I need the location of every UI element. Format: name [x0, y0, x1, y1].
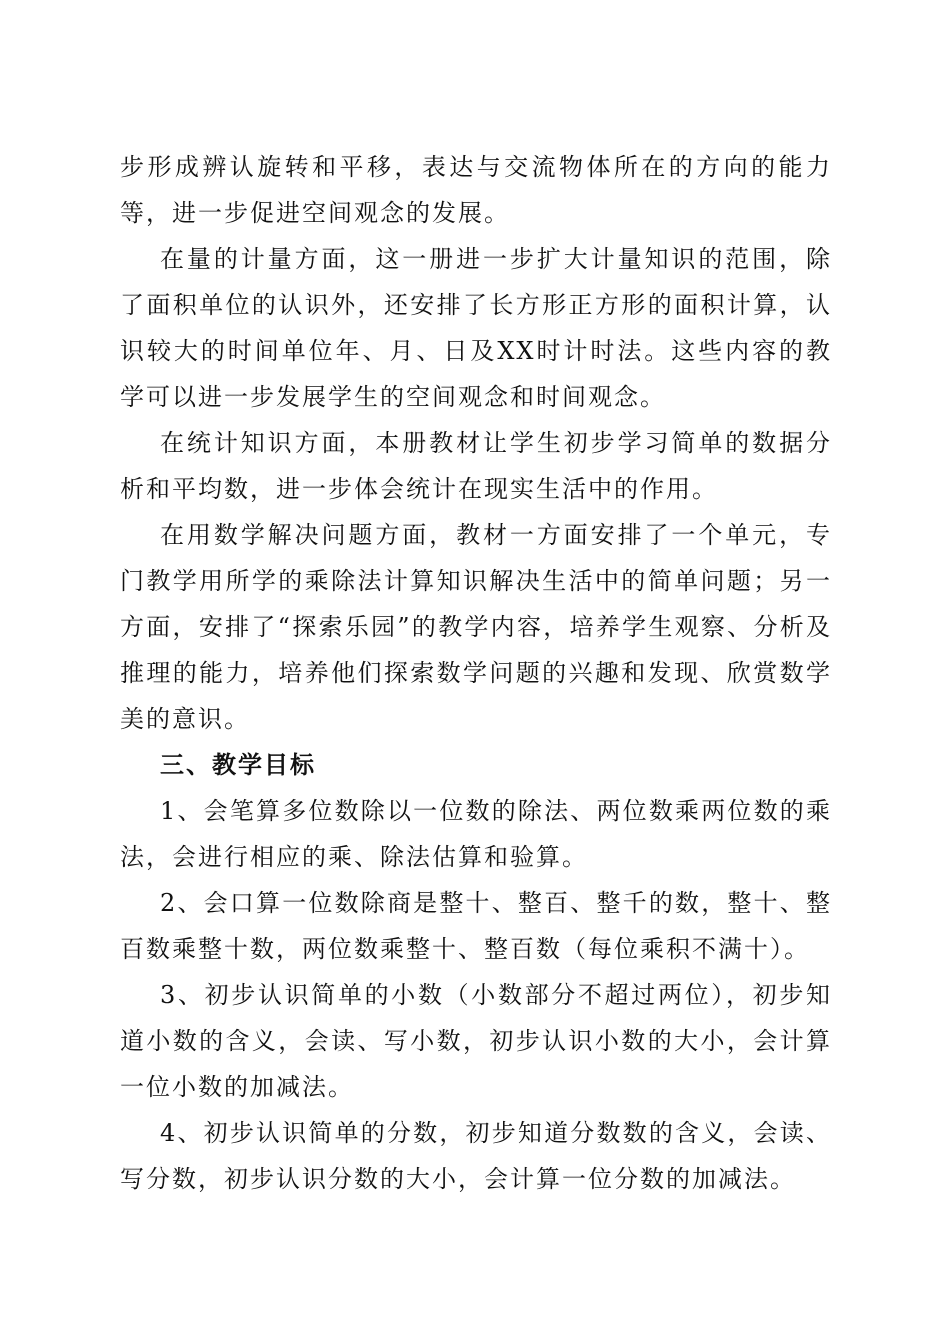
objective-item: 1、会笔算多位数除以一位数的除法、两位数乘两位数的乘法，会进行相应的乘、除法估算和验算。 — [120, 797, 832, 871]
paragraph-problem-solving: 在用数学解决问题方面，教材一方面安排了一个单元，专门教学用所学的乘除法计算知识解决生活中的简单问题；另一方面，安排了“探索乐园”的教学内容，培养学生观察、分析及推理的能力，培养他们探索数学问题的兴趣和发现、欣赏数学美的意识。 — [120, 521, 832, 733]
objective-item: 4、初步认识简单的分数，初步知道分数数的含义，会读、写分数，初步认识分数的大小，会计算一位分数的加减法。 — [120, 1119, 832, 1193]
document-body — [120, 144, 832, 1202]
paragraph-measurement: 在量的计量方面，这一册进一步扩大计量知识的范围，除了面积单位的认识外，还安排了长方形正方形的面积计算，认识较大的时间单位年、月、日及XX时计时法。这些内容的教学可以进一步发展学生的空间观念和时间观念。 — [120, 245, 832, 411]
objective-item: 2、会口算一位数除商是整十、整百、整千的数，整十、整百数乘整十数，两位数乘整十、整百数（每位乘积不满十）。 — [120, 889, 832, 963]
section-heading: 三、教学目标 — [160, 751, 316, 779]
paragraph-statistics: 在统计知识方面，本册教材让学生初步学习简单的数据分析和平均数，进一步体会统计在现实生活中的作用。 — [120, 429, 832, 503]
paragraph-continuation: 步形成辨认旋转和平移，表达与交流物体所在的方向的能力等，进一步促进空间观念的发展。 — [120, 153, 832, 227]
objective-item: 3、初步认识简单的小数（小数部分不超过两位），初步知道小数的含义，会读、写小数，初步认识小数的大小，会计算一位小数的加减法。 — [120, 981, 832, 1101]
